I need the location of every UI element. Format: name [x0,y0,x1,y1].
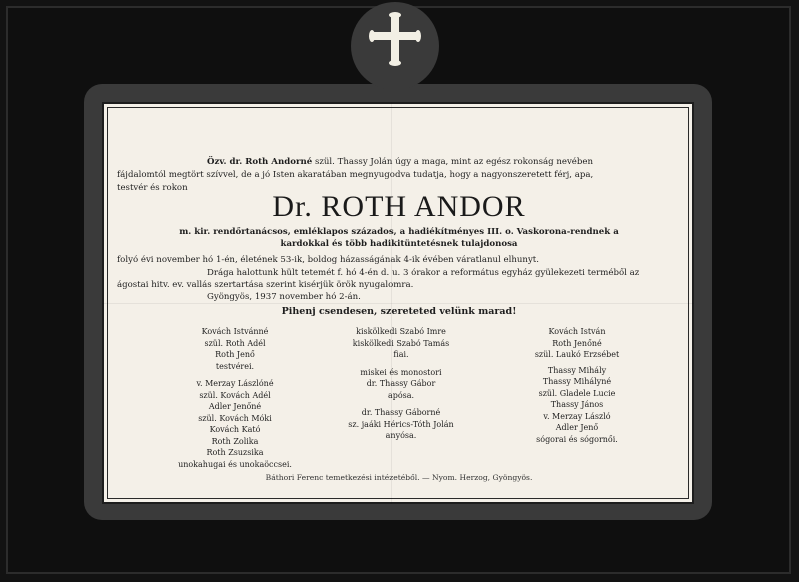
mourner-line: szül. Kovách Móki [198,413,272,423]
mourner-line: Roth Zsuzsika [206,448,264,457]
death-notice-line: folyó évi november hó 1-én, életének 53-ik, boldog házasságának 4-ik évében váratlanul elhunyt. [117,255,539,265]
widow-maiden-name: szül. Thassy Jolán [314,157,393,167]
mourner-line: Kovách Istvánné [201,327,269,336]
relation-line: anyósa. [385,431,417,440]
mourner-line: miskei és monostori [360,367,442,377]
deceased-name: Dr. ROTH ANDOR [272,190,526,223]
funeral-line-1: Drága halottunk hült tetemét f. hó 4-én d. u. 3 órakor a református egyház gyülekezeti terméből az [207,268,640,278]
mourner-line: sz. jaáki Hérics-Tóth Jolán [348,419,454,429]
relation-line: sógorai és sógornői. [536,434,618,444]
mourner-line: szül. Gladele Lucie [538,388,616,398]
mourner-line: Roth Jenő [215,350,255,359]
mourner-line: kiskölkedi Szabó Imre [356,327,446,336]
deceased-titles-2: kardokkal és több hadikitüntetésnek tulajdonosa [280,239,518,249]
mourner-line: Roth Jenőné [552,338,602,348]
mourner-line: Roth Zolika [211,436,259,446]
relation-line: fiai. [393,350,409,359]
mourner-line: szül. Kovách Adél [199,390,271,400]
mourner-line: dr. Thassy Gáborné [361,408,441,417]
mourner-line: v. Merzay Lászlóné [196,379,274,388]
motto: Pihenj csendesen, szereteted velünk marad! [281,306,517,317]
mourner-line: Adler Jenőné [208,402,262,411]
deceased-titles-1: m. kir. rendőrtanácsos, emléklapos százados, a hadiékítményes III. o. Vaskorona-rendnek a [179,227,619,237]
widow-name: Özv. dr. Roth Andorné [207,157,313,167]
intro-text-1: úgy a maga, mint az egész rokonság nevében [395,157,594,167]
relation-line: testvérei. [215,361,255,371]
mourners-left-column [150,326,320,470]
intro-line-3: testvér és rokon [117,183,188,193]
mourner-line: Thassy János [550,400,604,409]
mourner-line: szül. Roth Adél [204,338,266,348]
place-date: Gyöngyös, 1937 november hó 2-án. [207,292,361,302]
mourner-line: dr. Thassy Gábor [366,379,436,388]
relation-line: apósa. [387,390,415,400]
funeral-line-2: ágostai hitv. ev. vallás szertartása szerint kisérjük örök nyugalomra. [117,280,414,290]
mourner-line: Kovách István [548,327,606,336]
mourner-line: Thassy Mihályné [542,377,612,386]
relation-line: unokahugai és unokaöccsei. [178,459,292,469]
mourners-right-column [492,326,662,445]
mourner-line: szül. Laukó Erzsébet [534,350,620,359]
intro-line-2: fájdalomtól megtört szívvel, de a jó Isten akaratában megnyugodva tudatja, hogy a nagyonszeretett férj, apa, [117,170,594,180]
mourners-middle-column [316,326,486,442]
intro-line-1 [207,156,593,168]
mourner-line: Kovách Kató [209,425,261,434]
mourner-line: Thassy Mihály [547,365,607,375]
paper-fold-horizontal [102,303,694,304]
mourner-line: Adler Jenő [555,423,599,432]
cross-icon-arm [372,32,418,40]
printer-footer: Báthori Ferenc temetkezési intézetéből. — Nyom. Herzog, Gyöngyös. [265,473,533,482]
mourner-line: v. Merzay László [543,411,611,421]
mourner-line: kiskölkedi Szabó Tamás [352,338,450,348]
